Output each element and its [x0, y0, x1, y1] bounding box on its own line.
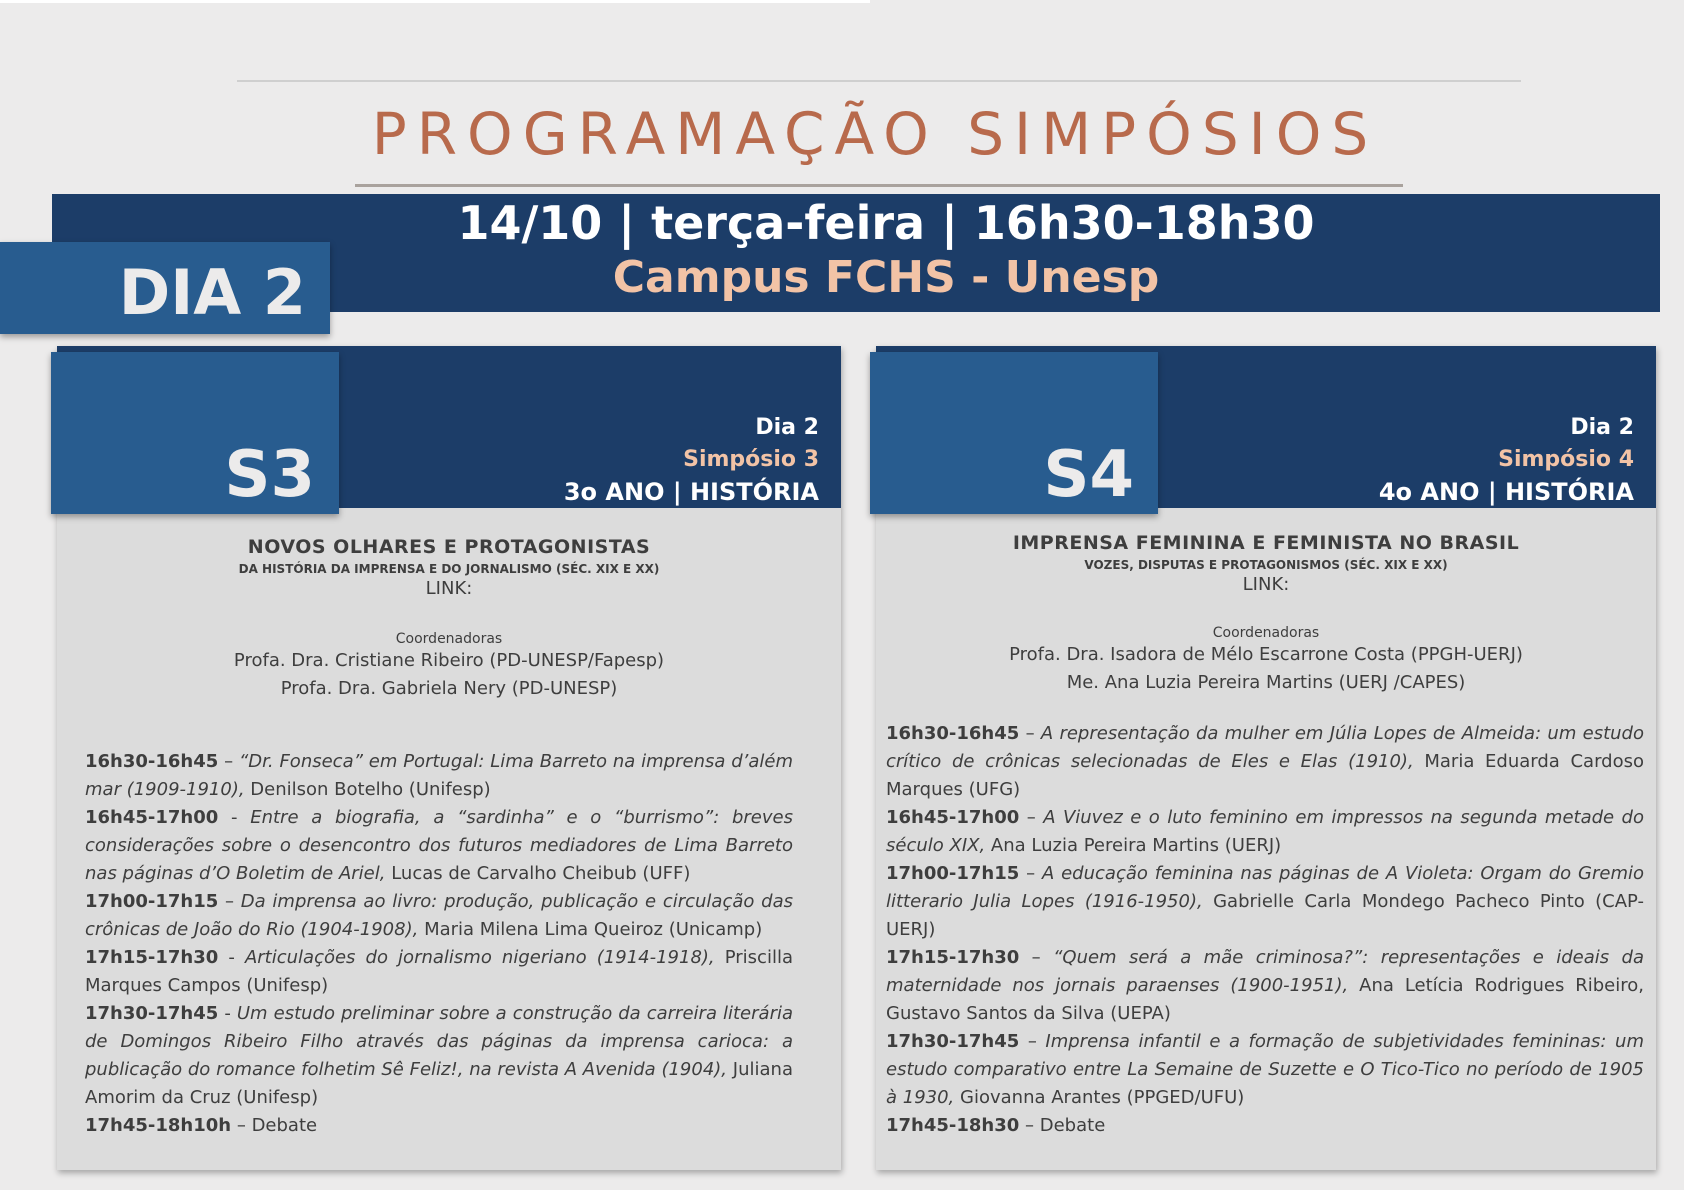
session-separator: – — [1019, 947, 1054, 968]
page-title: PROGRAMAÇÃO SIMPÓSIOS — [371, 100, 1379, 168]
session-separator: – — [231, 1115, 252, 1136]
symposium-code-block — [870, 352, 1158, 514]
symposium-link[interactable]: LINK: — [425, 578, 473, 599]
session-time: 17h00-17h15 — [886, 863, 1020, 884]
session-author: Maria Eduarda Cardoso Marques (UFG) — [886, 751, 1645, 800]
session-author: Debate — [251, 1115, 318, 1136]
symposium-day: Dia 2 — [1570, 415, 1634, 440]
symposium-subtitle: DA HISTÓRIA DA IMPRENSA E DO JORNALISMO (SÉC. XIX E XX) — [238, 562, 660, 576]
symposium-link[interactable]: LINK: — [1242, 574, 1290, 595]
session-time: 16h45-17h00 — [85, 807, 219, 828]
session-time: 16h45-17h00 — [886, 807, 1020, 828]
session-separator: – — [1019, 723, 1041, 744]
session-item — [886, 720, 1644, 804]
campus-line: Campus FCHS - Unesp — [612, 252, 1160, 303]
session-time: 16h30-16h45 — [85, 751, 219, 772]
session-title: Um estudo preliminar sobre a construção da carreira literária de Domingos Ribeiro Filho através das páginas da imprensa carioca: a publicação do romance folhetim Sê Feliz!, na revista A Avenida (1904), — [85, 1003, 793, 1080]
session-item — [85, 944, 793, 1000]
session-separator: - — [218, 947, 245, 968]
session-author: Giovanna Arantes (PPGED/UFU) — [954, 1087, 1245, 1108]
top-strip — [0, 0, 870, 3]
session-time: 17h15-17h30 — [85, 947, 219, 968]
session-title: Imprensa infantil e a formação de subjetividades femininas: um estudo comparativo entre La Semaine de Suzette e O Tico-Tico no período de 1905 à 1930, — [886, 1031, 1644, 1108]
coordinator-name: Profa. Dra. Isadora de Mélo Escarrone Costa (PPGH-UERJ) — [1009, 644, 1523, 665]
symposium-label: Simpósio 3 — [683, 447, 819, 472]
symposium-subtitle: VOZES, DISPUTAS E PROTAGONISMOS (SÉC. XIX E XX) — [1084, 558, 1448, 572]
session-separator: – — [1019, 863, 1042, 884]
symposium-label: Simpósio 4 — [1498, 447, 1634, 472]
session-item — [886, 1028, 1644, 1112]
session-title: “Quem será a mãe criminosa?”: representações e ideais da maternidade nos jornais paraenses (1900-1951), — [886, 947, 1644, 996]
coordinator-name: Profa. Dra. Cristiane Ribeiro (PD-UNESP/Fapesp) — [233, 650, 665, 671]
session-author: Priscilla Marques Campos (Unifesp) — [85, 947, 793, 996]
session-author: Maria Milena Lima Queiroz (Unicamp) — [418, 919, 763, 940]
session-author: Ana Letícia Rodrigues Ribeiro, Gustavo Santos da Silva (UEPA) — [886, 975, 1644, 1024]
session-author: Lucas de Carvalho Cheibub (UFF) — [385, 863, 691, 884]
session-item — [886, 804, 1644, 860]
session-item — [85, 1112, 793, 1140]
session-item — [85, 804, 793, 888]
session-time: 17h00-17h15 — [85, 891, 219, 912]
session-time: 17h45-18h30 — [886, 1115, 1020, 1136]
symposium-info — [876, 532, 1656, 697]
session-item — [886, 1112, 1644, 1140]
symposium-card-s4 — [876, 346, 1656, 1170]
session-item — [85, 1000, 793, 1112]
day-tab-label: DIA 2 — [118, 256, 306, 329]
top-rule — [237, 80, 1521, 82]
session-time: 17h30-17h45 — [886, 1031, 1020, 1052]
session-list — [85, 748, 793, 1140]
symposium-code: S3 — [224, 438, 315, 512]
session-title: “Dr. Fonseca” em Portugal: Lima Barreto na imprensa d’além mar (1909-1910), — [85, 751, 793, 800]
symposium-day: Dia 2 — [755, 415, 819, 440]
session-separator: – — [1019, 807, 1044, 828]
session-author: Debate — [1039, 1115, 1106, 1136]
session-title: Da imprensa ao livro: produção, publicação e circulação das crônicas de João do Rio (1904-1908), — [85, 891, 793, 940]
session-title: Entre a biografia, a “sardinha” e o “burrismo”: breves considerações sobre o desencontro dos futuros mediadores de Lima Barreto nas páginas d’O Boletim de Ariel, — [85, 807, 793, 884]
session-separator: – — [1019, 1115, 1040, 1136]
session-separator: - — [218, 807, 251, 828]
symposium-info — [57, 536, 841, 703]
coordinator-name: Profa. Dra. Gabriela Nery (PD-UNESP) — [280, 678, 618, 699]
session-author: Denilson Botelho (Unifesp) — [244, 779, 491, 800]
session-title: Articulações do jornalismo nigeriano (1914-1918), — [244, 947, 715, 968]
session-item — [886, 860, 1644, 944]
session-author: Juliana Amorim da Cruz (Unifesp) — [85, 1059, 793, 1108]
coordinator-name: Me. Ana Luzia Pereira Martins (UERJ /CAPES) — [1066, 672, 1466, 693]
coordinators-label: Coordenadoras — [1212, 625, 1320, 641]
session-time: 17h15-17h30 — [886, 947, 1020, 968]
symposium-code: S4 — [1043, 438, 1134, 512]
symposium-year: 3o ANO | HISTÓRIA — [563, 478, 819, 506]
session-item — [85, 888, 793, 944]
session-time: 17h30-17h45 — [85, 1003, 219, 1024]
session-title: A educação feminina nas páginas de A Violeta: Orgam do Gremio litterario Julia Lopes (1916-1950), — [886, 863, 1644, 912]
symposium-year: 4o ANO | HISTÓRIA — [1378, 478, 1634, 506]
session-author: Gabrielle Carla Mondego Pacheco Pinto (CAP-UERJ) — [886, 891, 1645, 940]
session-list — [886, 720, 1644, 1140]
day-tab — [0, 242, 330, 334]
session-title: A Viuvez e o luto feminino em impressos na segunda metade do século XIX, — [886, 807, 1644, 856]
symposium-card-s3 — [57, 346, 841, 1170]
session-separator: - — [218, 1003, 237, 1024]
symposium-title: IMPRENSA FEMININA E FEMINISTA NO BRASIL — [1012, 532, 1520, 554]
session-title: A representação da mulher em Júlia Lopes de Almeida: um estudo crítico de crônicas selecionadas de Eles e Elas (1910), — [886, 723, 1644, 772]
symposium-title: NOVOS OLHARES E PROTAGONISTAS — [247, 536, 651, 558]
symposium-meta — [1379, 412, 1634, 508]
coordinators-label: Coordenadoras — [395, 631, 503, 647]
symposium-meta — [564, 412, 819, 508]
session-separator: – — [1019, 1031, 1046, 1052]
symposium-code-block — [51, 352, 339, 514]
title-underline — [355, 184, 1403, 187]
session-separator: – — [218, 751, 239, 772]
session-separator: – — [218, 891, 241, 912]
session-item — [85, 748, 793, 804]
session-time: 16h30-16h45 — [886, 723, 1020, 744]
session-item — [886, 944, 1644, 1028]
session-author: Ana Luzia Pereira Martins (UERJ) — [985, 835, 1282, 856]
session-time: 17h45-18h10h — [85, 1115, 232, 1136]
date-line: 14/10 | terça-feira | 16h30-18h30 — [457, 196, 1315, 250]
